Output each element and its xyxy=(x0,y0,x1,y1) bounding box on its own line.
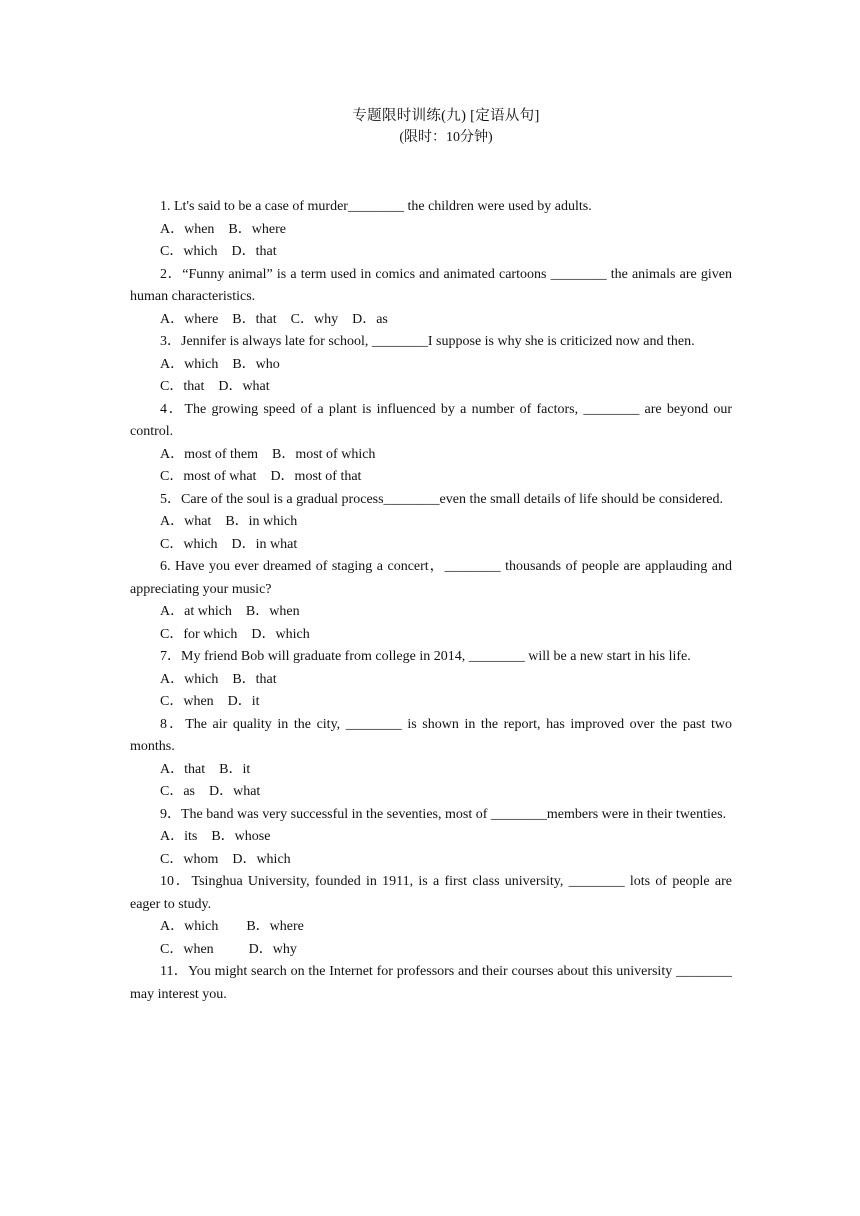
answer-options: C．which D．that xyxy=(160,244,277,259)
answer-options: A．its B．whose xyxy=(160,829,271,844)
answer-options: A．which B．who xyxy=(160,356,280,372)
question-7 xyxy=(130,646,732,714)
question-text: 2．“Funny animal” is a term used in comics and animated cartoons ________ the animals are given human characteristics. xyxy=(130,266,732,304)
answer-options: A．when B．where xyxy=(160,221,286,237)
time-limit-subtitle: (限时：10分钟) xyxy=(399,130,493,145)
answer-options: A．what B．in which xyxy=(160,514,298,529)
question-text: 6. Have you ever dreamed of staging a concert，________ thousands of people are applauding and appreciating your music? xyxy=(130,559,732,597)
question-text: 4．The growing speed of a plant is influenced by a number of factors, ________ are beyond our control. xyxy=(130,401,732,439)
question-10 xyxy=(130,871,732,961)
question-text: 8．The air quality in the city, ________ is shown in the report, has improved over the past two months. xyxy=(130,716,732,754)
question-text: 9．The band was very successful in the seventies, most of ________members were in their twenties. xyxy=(160,806,727,822)
question-8 xyxy=(130,714,732,804)
answer-options: A．where B．that C．why D．as xyxy=(160,311,388,327)
page-title: 专题限时训练(九) [定语从句] xyxy=(352,108,540,124)
answer-options: A．most of them B．most of which xyxy=(160,446,376,462)
question-text: 3．Jennifer is always late for school, ________I suppose is why she is criticized now and then. xyxy=(160,334,695,349)
question-text: 7．My friend Bob will graduate from college in 2014, ________ will be a new start in his life. xyxy=(160,649,691,664)
question-3 xyxy=(130,331,732,399)
answer-options: C．as D．what xyxy=(160,784,261,799)
answer-options: A．that B．it xyxy=(160,761,251,777)
question-list xyxy=(130,196,732,1006)
answer-options: A．which B．where xyxy=(160,919,304,934)
answer-options: C．when D．why xyxy=(160,941,297,957)
answer-options: C．most of what D．most of that xyxy=(160,469,362,484)
question-text: 10．Tsinghua University, founded in 1911, is a first class university, ________ lots of people are eager to study. xyxy=(130,874,732,912)
question-6 xyxy=(130,556,732,646)
question-2 xyxy=(130,264,732,332)
question-text: 11．You might search on the Internet for professors and their courses about this university ________ may interest you. xyxy=(130,964,732,1002)
answer-options: C．which D．in what xyxy=(160,536,298,552)
question-9 xyxy=(130,804,732,872)
answer-options: A．at which B．when xyxy=(160,604,300,619)
question-1 xyxy=(130,196,732,264)
question-5 xyxy=(130,489,732,557)
answer-options: C．that D．what xyxy=(160,379,270,394)
answer-options: C．whom D．which xyxy=(160,851,291,867)
answer-options: A．which B．that xyxy=(160,671,277,687)
answer-options: C．for which D．which xyxy=(160,626,310,642)
question-11 xyxy=(130,961,732,1006)
question-text: 5．Care of the soul is a gradual process________even the small details of life should be considered. xyxy=(160,491,723,507)
question-4 xyxy=(130,399,732,489)
question-text: 1. Lt's said to be a case of murder________ the children were used by adults. xyxy=(160,199,592,214)
answer-options: C．when D．it xyxy=(160,694,260,709)
